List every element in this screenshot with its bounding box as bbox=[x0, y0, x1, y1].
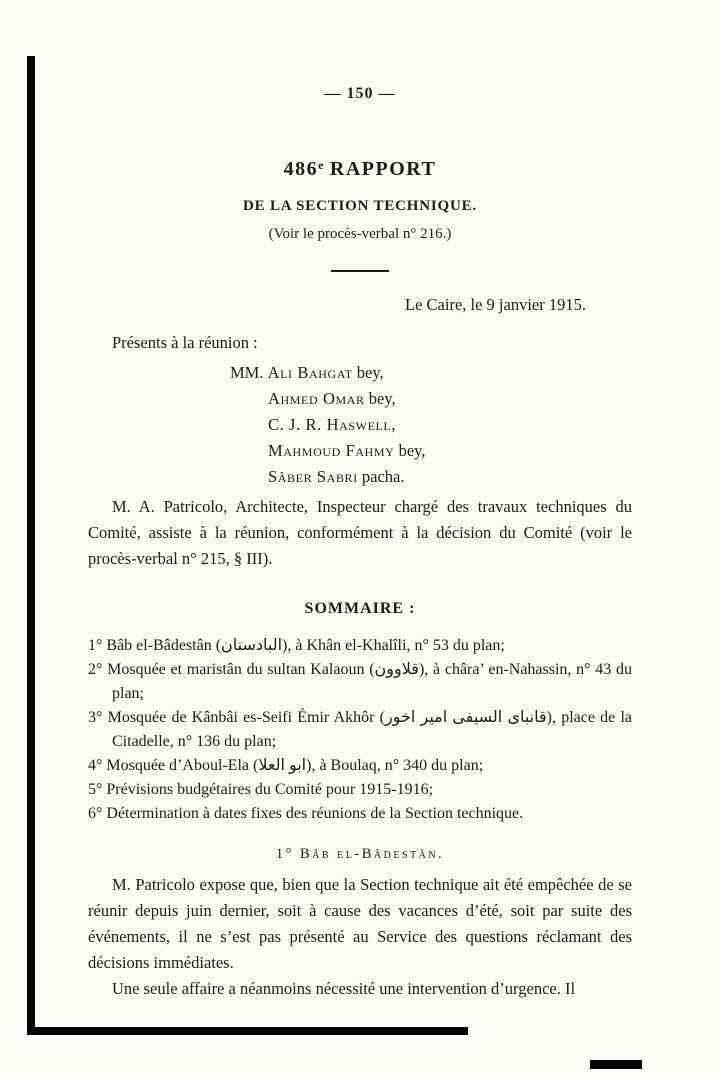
page-number: — 150 — bbox=[324, 85, 396, 102]
sommaire-item: 1° Bâb el-Bâdestân (البادستان), à Khân el-Khalîli, n° 53 du plan; bbox=[88, 637, 505, 654]
report-number: 486 bbox=[283, 158, 319, 180]
sommaire-list bbox=[88, 634, 632, 826]
report-title bbox=[88, 152, 632, 182]
sommaire-item: 6° Détermination à dates fixes des réunions de la Section technique. bbox=[88, 805, 524, 822]
page-content bbox=[88, 0, 632, 1002]
scan-edge-left bbox=[27, 56, 35, 1034]
body-paragraph: Une seule affaire a néanmoins nécessité une intervention d’urgence. Il bbox=[112, 979, 576, 998]
attendance-intro: Présents à la réunion : bbox=[112, 333, 258, 352]
scan-mark-bottom-right bbox=[590, 1060, 642, 1069]
attendee-name: Mahmoud Fahmy bbox=[268, 441, 395, 460]
attendance-note: M. A. Patricolo, Architecte, Inspecteur chargé des travaux techniques du Comité, assiste à la réunion, conformément à la décision du Comité (voir le procès-verbal n° 215, § III). bbox=[88, 497, 632, 568]
attendee-row bbox=[230, 360, 632, 386]
attendee-list bbox=[230, 360, 632, 490]
attendee-name: Sâber Sabri bbox=[268, 467, 358, 486]
attendee-row bbox=[230, 412, 632, 438]
sommaire-heading: SOMMAIRE : bbox=[304, 600, 416, 617]
attendee-suffix: , bbox=[391, 415, 396, 434]
attendee-suffix: bey, bbox=[394, 441, 426, 460]
report-title-text: RAPPORT bbox=[323, 158, 437, 180]
attendee-name: Ahmed Omar bbox=[268, 389, 365, 408]
sommaire-item: 3° Mosquée de Kânbâi es-Seifi Émir Akhôr (قانباى السيفى امير اخور), place de la Citadelle, n° 136 du plan; bbox=[88, 709, 632, 750]
scan-edge-bottom bbox=[27, 1027, 468, 1035]
dateline: Le Caire, le 9 janvier 1915. bbox=[405, 295, 586, 314]
attendee-row bbox=[230, 464, 632, 490]
attendee-name: C. J. R. Haswell bbox=[268, 415, 392, 434]
attendee-name: Ali Bahgat bbox=[267, 363, 353, 382]
attendee-prefix: MM. bbox=[230, 363, 268, 382]
body-paragraph: M. Patricolo expose que, bien que la Section technique ait été empêchée de se réunir depuis juin dernier, soit à cause des vacances d’été, soit par suite des événements, il ne s’est pas présenté au Service des questions réclamant des décisions immédiates. bbox=[88, 875, 632, 972]
attendee-row bbox=[230, 386, 632, 412]
attendee-row bbox=[230, 438, 632, 464]
separator-rule bbox=[331, 270, 389, 272]
report-number-ordinal: e bbox=[318, 158, 324, 172]
attendee-suffix: bey, bbox=[352, 363, 384, 382]
sommaire-item: 2° Mosquée et maristân du sultan Kalaoun (قلاوون), à châra’ en-Nahassin, n° 43 du plan; bbox=[88, 661, 633, 702]
report-reference: (Voir le procès-verbal n° 216.) bbox=[268, 226, 452, 242]
sommaire-item: 5° Prévisions budgétaires du Comité pour 1915-1916; bbox=[88, 781, 434, 798]
attendee-suffix: bey, bbox=[364, 389, 396, 408]
sommaire-item: 4° Mosquée d’Aboul-Ela (ابو العلا), à Boulaq, n° 340 du plan; bbox=[88, 757, 484, 774]
report-subtitle: DE LA SECTION TECHNIQUE. bbox=[243, 198, 477, 214]
section-heading: 1° Bâb el-Bâdestân. bbox=[275, 846, 445, 862]
attendee-suffix: pacha. bbox=[357, 467, 405, 486]
